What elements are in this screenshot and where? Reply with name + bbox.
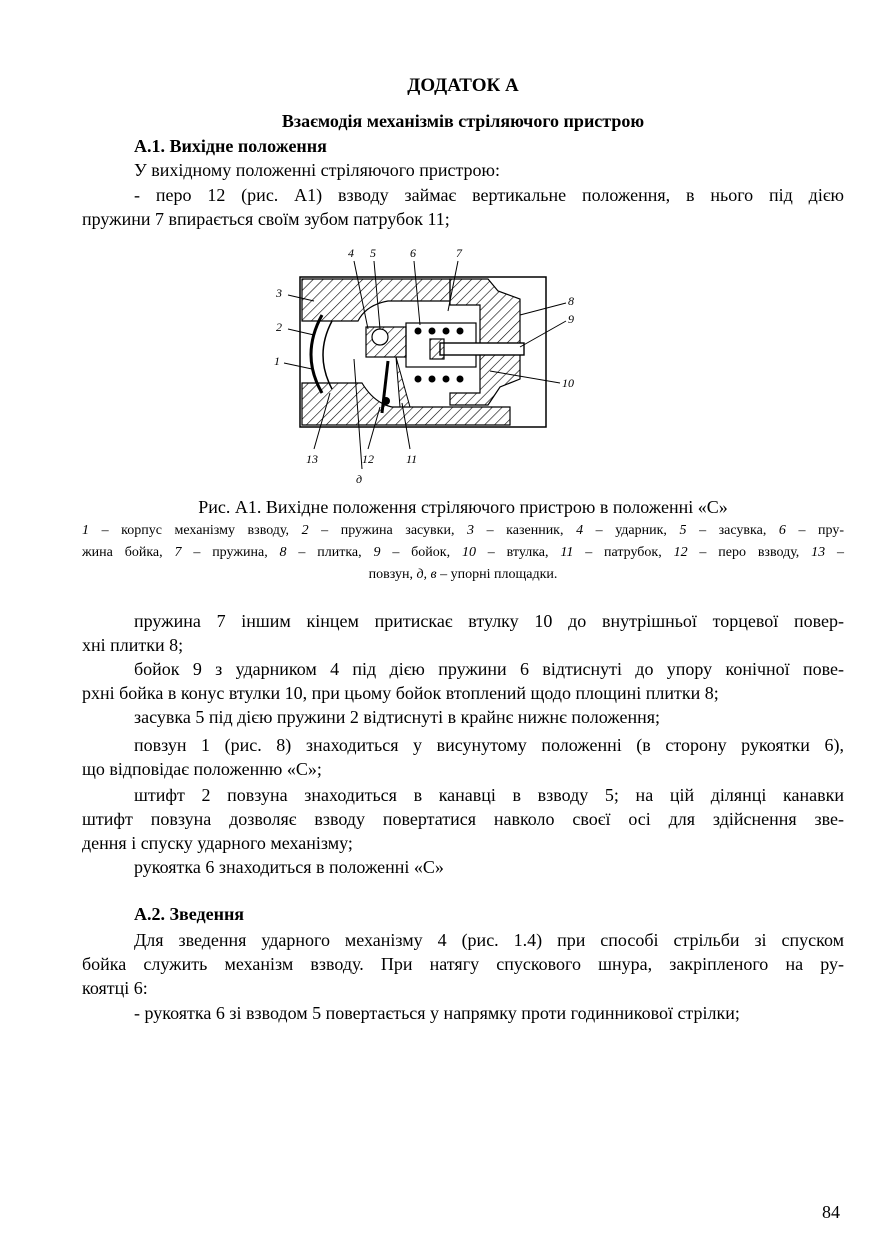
appendix-heading: ДОДАТОК А: [407, 75, 519, 96]
paragraph-line: засувка 5 під дією пружини 2 відтиснуті в крайнє нижнє положення;: [134, 707, 661, 727]
figure-legend-line: жина бойка, 7 – пружина, 8 – плитка, 9 – бойок, 10 – втулка, 11 – патрубок, 12 – перо взводу, 13 –: [82, 545, 845, 560]
diagram-label: 5: [370, 246, 376, 260]
section-1-item-line: - перо 12 (рис. А1) взводу займає вертикальне положення, в нього під дією: [134, 185, 844, 205]
diagram-label: 9: [568, 312, 574, 326]
paragraph-line: Для зведення ударного механізму 4 (рис. 1.4) при способі стрільби зі спуском: [134, 930, 844, 950]
nozzle-part: [396, 357, 410, 407]
paragraph-line: рхні бойка в конус втулки 10, при цьому бойок втоплений щодо площині плитки 8;: [82, 683, 719, 703]
housing-right-part: [450, 279, 520, 405]
appendix-subheading: Взаємодія механізмів стріляючого пристрою: [281, 111, 645, 131]
diagram-label: 10: [562, 376, 574, 390]
diagram-label: 1: [274, 354, 280, 368]
diagram-label: 6: [410, 246, 416, 260]
firing-pin-head: [430, 339, 444, 359]
paragraph-line: бойок 9 з ударником 4 під дією пружини 6 відтиснуті до упору конічної пове-: [134, 659, 844, 679]
paragraph-line: що відповідає положенню «С»;: [82, 759, 322, 779]
paragraph-line: дення і спуску ударного механізму;: [82, 833, 353, 853]
page-number: 84: [822, 1202, 840, 1222]
diagram-label: 4: [348, 246, 354, 260]
diagram-label: 3: [276, 286, 282, 300]
paragraph-line: повзун 1 (рис. 8) знаходиться у висунутому положенні (в сторону рукоятки 6),: [134, 735, 844, 755]
figure-caption: Рис. А1. Вихідне положення стріляючого пристрою в положенні «С»: [198, 497, 728, 517]
diagram-label: 13: [306, 452, 318, 466]
section-1-title: А.1. Вихідне положення: [134, 136, 327, 156]
latch-circle: [372, 329, 388, 345]
firing-pin-part: [440, 343, 524, 355]
slider-arc-inner: [323, 321, 332, 389]
paragraph-line: пружина 7 іншим кінцем притискає втулку 10 до внутрішньої торцевої повер-: [134, 611, 844, 631]
figure-legend-line: 1 – корпус механізму взводу, 2 – пружина засувки, 3 – казенник, 4 – ударник, 5 – засувка, 6 – пру-: [82, 523, 845, 538]
section-2-title: А.2. Зведення: [134, 904, 245, 924]
diagram-label: 7: [456, 246, 462, 260]
paragraph-line: штифт 2 повзуна знаходиться в канавці в взводу 5; на цій ділянці канавки: [134, 785, 844, 805]
diagram-label: д: [356, 472, 363, 486]
slider-arc: [311, 315, 322, 393]
section-1-intro: У вихідному положенні стріляючого пристрою:: [134, 160, 500, 180]
paragraph-line: рукоятка 6 знаходиться в положенні «С»: [134, 857, 444, 877]
diagram-label: 11: [406, 452, 418, 466]
diagram-label: 2: [276, 320, 282, 334]
figure-legend-line: повзун, д, в – упорні площадки.: [368, 567, 558, 582]
diagram-label: 8: [568, 294, 574, 308]
stop-dot: [382, 397, 390, 405]
paragraph-line: бойка служить механізм взводу. При натягу спускового шнура, закріпленого на ру-: [82, 954, 844, 974]
paragraph-line: хні плитки 8;: [82, 635, 184, 655]
section-1-item-line: пружини 7 впирається своїм зубом патрубок 11;: [82, 209, 450, 229]
paragraph-line: штифт повзуна дозволяє взводу повертатися навколо своєї осі для здійснення зве-: [82, 809, 844, 829]
mechanism-diagram: [270, 243, 590, 493]
diagram-label: 12: [362, 452, 374, 466]
paragraph-line: коятці 6:: [82, 978, 148, 998]
paragraph-line: - рукоятка 6 зі взводом 5 повертається у напрямку проти годинникової стрілки;: [134, 1003, 740, 1023]
